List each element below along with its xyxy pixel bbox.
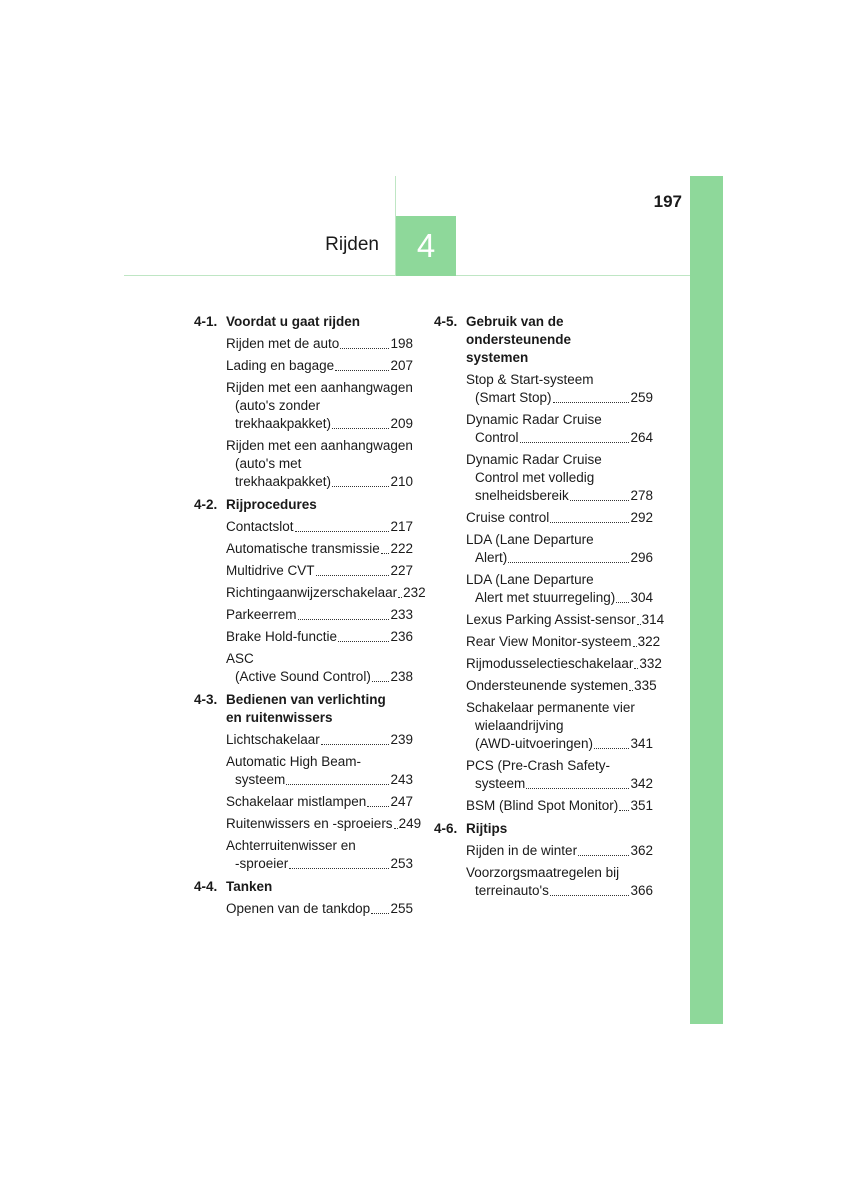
dot-leader [629,690,633,691]
entry-leader-row [226,473,413,491]
dot-leader [316,575,390,576]
toc-entry[interactable] [466,451,653,505]
section-heading [194,691,413,727]
entry-page-number: 322 [637,634,661,649]
entry-title-line: (Smart Stop) [475,390,552,405]
toc-entry[interactable] [466,842,653,860]
entry-title-line: Brake Hold-functie [226,629,338,644]
section-number: 4-6. [434,821,458,836]
toc-entry[interactable] [226,437,413,491]
entry-title-line: trekhaakpakket) [235,474,332,489]
entry-title-line: Dynamic Radar Cruise [466,452,602,467]
entry-page-number: 351 [630,798,653,813]
dot-leader [381,553,390,554]
section-title: Voordat u gaat rijden [226,314,361,329]
toc-entry[interactable] [226,753,413,789]
entry-title-line: Rijmodusselectieschakelaar [466,656,634,671]
toc-entry[interactable] [466,757,653,793]
section-heading [434,313,653,367]
dot-leader [295,531,390,532]
entry-leader-row [226,562,413,580]
entry-page-number: 217 [390,519,413,534]
entry-page-number: 296 [630,550,653,565]
entry-title-line: Voorzorgsmaatregelen bij [466,865,620,880]
entry-page-number: 341 [630,736,653,751]
entry-page-number: 292 [630,510,653,525]
entry-page-number: 238 [390,669,413,684]
dot-leader [367,806,389,807]
page-number: 197 [653,192,682,211]
dot-leader [289,868,389,869]
toc-entry[interactable] [226,815,422,833]
section-title: Tanken [226,879,273,894]
toc-column-right [434,313,665,905]
toc-entry[interactable] [466,571,653,607]
toc-entry[interactable] [226,628,413,646]
entry-title-line: Dynamic Radar Cruise [466,412,602,427]
section-heading [194,313,413,331]
toc-entry[interactable] [466,531,653,567]
toc-entry[interactable] [466,677,657,695]
dot-leader [553,402,630,403]
section-heading [194,496,413,514]
section-title: Gebruik van de ondersteunende systemen [466,314,572,365]
toc-entry[interactable] [466,655,662,673]
dot-leader [332,486,389,487]
dot-leader [578,855,629,856]
entry-title-line: BSM (Blind Spot Monitor) [466,798,619,813]
toc-entry[interactable] [226,562,413,580]
entry-leader-row [466,775,653,793]
section-number: 4-2. [194,497,218,512]
dot-leader [633,646,637,647]
entry-leader-row [466,842,653,860]
entry-leader-row [226,540,413,558]
entry-leader-row [466,611,665,629]
entry-leader-row [226,584,426,602]
dot-leader [338,641,389,642]
dot-leader [340,348,389,349]
dot-leader [335,370,389,371]
entry-leader-row [466,655,662,673]
entry-title-line: Control met volledig [475,470,595,485]
entry-page-number: 207 [390,358,413,373]
dot-leader [570,500,630,501]
toc-entry[interactable] [226,650,413,686]
toc-entry[interactable] [226,606,413,624]
entry-page-number: 255 [390,901,413,916]
entry-page-number: 335 [634,678,657,693]
entry-leader-row [466,589,653,607]
entry-page-number: 249 [398,816,422,831]
entry-page-number: 239 [390,732,413,747]
entry-title-line: Cruise control [466,510,550,525]
toc-section [434,820,653,900]
toc-entry[interactable] [226,731,413,749]
entry-leader-row [466,735,653,753]
entry-page-number: 232 [403,585,426,600]
entry-page-number: 332 [639,656,662,671]
entry-leader-row [226,518,413,536]
chapter-title: Rijden [325,234,379,255]
dot-leader [550,895,630,896]
toc-entry[interactable] [466,611,665,629]
entry-leader-row [466,389,653,407]
entry-leader-row [226,731,413,749]
entry-title-line: Control [475,430,519,445]
section-title: Rijtips [466,821,508,836]
toc-section [194,878,413,918]
toc-entry[interactable] [226,584,426,602]
entry-title-line: PCS (Pre-Crash Safety- [466,758,611,773]
entry-leader-row [466,633,661,651]
entry-leader-row [466,509,653,527]
section-number: 4-5. [434,314,458,329]
entry-title-line: Richtingaanwijzerschakelaar [226,585,398,600]
dot-leader [634,668,638,669]
entry-page-number: 342 [630,776,653,791]
entry-leader-row [226,668,413,686]
section-heading [434,820,653,838]
entry-title-line: Lexus Parking Assist-sensor [466,612,636,627]
dot-leader [637,624,641,625]
chapter-number-box [396,216,456,276]
entry-leader-row [466,487,653,505]
entry-title-line: (Active Sound Control) [235,669,371,684]
entry-title-line: Contactslot [226,519,294,534]
toc-entry[interactable] [466,797,653,815]
entry-title-line: Rear View Monitor-systeem [466,634,632,649]
entry-leader-row [466,549,653,567]
entry-leader-row [226,815,422,833]
entry-leader-row [466,677,657,695]
dot-leader [394,828,398,829]
dot-leader [526,788,629,789]
section-number: 4-1. [194,314,218,329]
toc-entry[interactable] [226,900,413,918]
toc-entry[interactable] [466,633,661,651]
dot-leader [321,744,390,745]
entry-page-number: 222 [390,541,413,556]
toc-entry[interactable] [466,371,653,407]
section-number: 4-3. [194,692,218,707]
entry-title-line: Lichtschakelaar [226,732,320,747]
dot-leader [286,784,389,785]
toc-entry[interactable] [226,518,413,536]
entry-page-number: 210 [390,474,413,489]
toc-entry[interactable] [466,699,653,753]
entry-title-line: Rijden met een aanhangwagen [226,380,413,395]
entry-title-line: Achterruitenwisser en [226,838,356,853]
entry-title-line: Schakelaar permanente vier [466,700,635,715]
entry-page-number: 304 [630,590,653,605]
dot-leader [332,428,389,429]
entry-page-number: 278 [630,488,653,503]
dot-leader [550,522,629,523]
toc-section [434,313,665,815]
toc-column-left [194,313,426,923]
toc-entry[interactable] [466,411,653,447]
chapter-number: 4 [416,227,436,264]
section-number: 4-4. [194,879,218,894]
entry-leader-row [226,357,413,375]
entry-title-line: (AWD-uitvoeringen) [475,736,594,751]
entry-page-number: 209 [390,416,413,431]
entry-title-line: terreinauto's [475,883,549,898]
chapter-side-tab [690,176,723,1024]
entry-page-number: 259 [630,390,653,405]
entry-page-number: 243 [390,772,413,787]
section-title: Rijprocedures [226,497,317,512]
entry-title-line: snelheidsbereik [475,488,569,503]
entry-title-line: Multidrive CVT [226,563,315,578]
section-title: Bedienen van verlichting en ruitenwissers [226,692,386,725]
toc-entry[interactable] [466,509,653,527]
entry-title-line: ASC [226,651,254,666]
entry-leader-row [226,855,413,873]
entry-title-line: Parkeerrem [226,607,297,622]
entry-title-line: Stop & Start-systeem [466,372,594,387]
toc-entry[interactable] [466,864,653,900]
entry-leader-row [226,793,413,811]
toc-section [194,496,426,686]
entry-page-number: 253 [390,856,413,871]
toc-entry[interactable] [226,335,413,353]
entry-title-line: LDA (Lane Departure [466,532,594,547]
entry-leader-row [226,415,413,433]
entry-title-line: (auto's met [235,456,302,471]
entry-page-number: 362 [630,843,653,858]
dot-leader [619,810,629,811]
entry-title-line: Openen van de tankdop [226,901,371,916]
entry-page-number: 366 [630,883,653,898]
dot-leader [371,913,389,914]
section-heading [194,878,413,896]
toc-entry[interactable] [226,793,413,811]
entry-page-number: 314 [641,612,665,627]
entry-title-line: Alert met stuurregeling) [475,590,616,605]
entry-title-line: Ruitenwissers en -sproeiers [226,816,393,831]
entry-page-number: 198 [390,336,413,351]
entry-title-line: systeem [475,776,526,791]
dot-leader [298,619,390,620]
dot-leader [616,602,629,603]
entry-title-line: (auto's zonder [235,398,321,413]
dot-leader [508,562,629,563]
entry-title-line: systeem [235,772,286,787]
entry-title-line: -sproeier [235,856,289,871]
entry-title-line: wielaandrijving [475,718,564,733]
toc-entry[interactable] [226,357,413,375]
toc-entry[interactable] [226,837,413,873]
entry-title-line: LDA (Lane Departure [466,572,594,587]
dot-leader [594,748,629,749]
dot-leader [372,681,390,682]
entry-leader-row [226,771,413,789]
entry-title-line: Lading en bagage [226,358,335,373]
entry-leader-row [466,882,653,900]
entry-title-line: Automatische transmissie [226,541,380,556]
entry-title-line: Rijden met een aanhangwagen [226,438,413,453]
toc-entry[interactable] [226,379,413,433]
entry-leader-row [466,429,653,447]
entry-title-line: Rijden met de auto [226,336,340,351]
entry-leader-row [466,797,653,815]
entry-page-number: 233 [390,607,413,622]
toc-section [194,691,422,873]
toc-section [194,313,413,491]
entry-title-line: Rijden in de winter [466,843,578,858]
entry-page-number: 264 [630,430,653,445]
entry-leader-row [226,900,413,918]
entry-leader-row [226,606,413,624]
toc-entry[interactable] [226,540,413,558]
entry-leader-row [226,628,413,646]
dot-leader [398,597,402,598]
entry-title-line: Alert) [475,550,508,565]
entry-title-line: Automatic High Beam- [226,754,362,769]
dot-leader [520,442,630,443]
entry-title-line: Ondersteunende systemen [466,678,629,693]
entry-page-number: 236 [390,629,413,644]
entry-page-number: 227 [390,563,413,578]
entry-title-line: Schakelaar mistlampen [226,794,367,809]
entry-leader-row [226,335,413,353]
entry-title-line: trekhaakpakket) [235,416,332,431]
entry-page-number: 247 [390,794,413,809]
